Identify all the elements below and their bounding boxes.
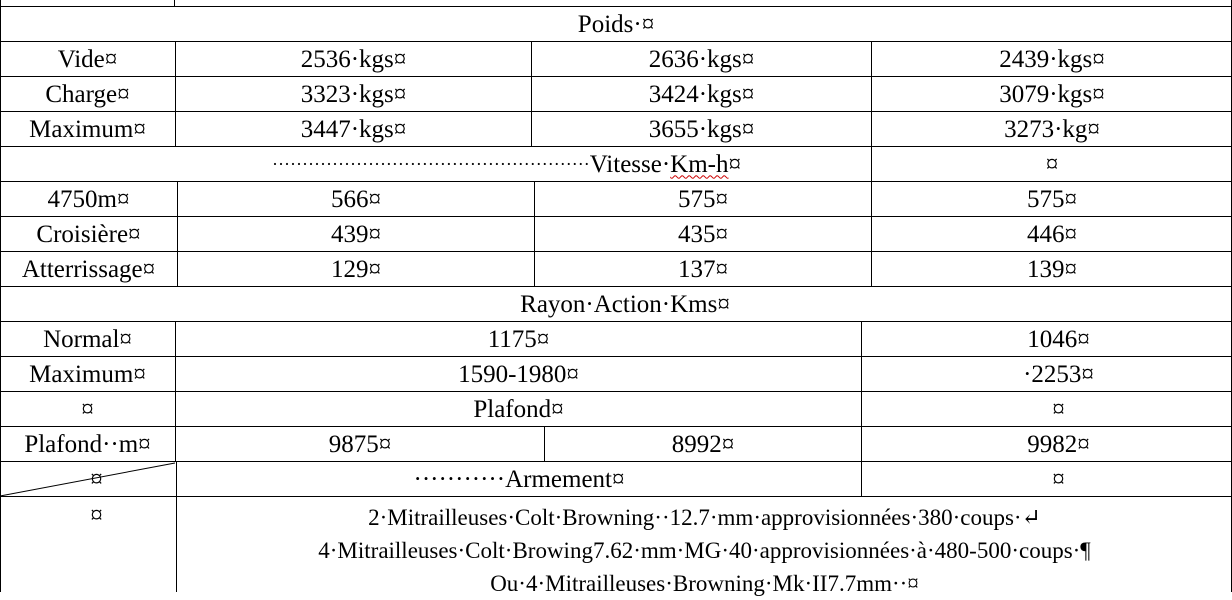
armement-header-text: ···········Armement¤ <box>413 465 625 493</box>
vitesse-header <box>0 147 871 181</box>
cell-value: 575¤ <box>678 185 728 213</box>
table-row-maximum-rayon <box>0 356 1232 391</box>
vitesse-header-right: ¤ <box>1045 150 1059 178</box>
armement-left-mark: ¤ <box>90 502 103 529</box>
cell-value: 3273·kg¤ <box>1004 115 1100 143</box>
poids-header-text: Poids·¤ <box>577 10 655 38</box>
cell-value: 2439·kgs¤ <box>999 45 1105 73</box>
row-label: Maximum¤ <box>29 360 146 388</box>
armement-description <box>177 501 1232 600</box>
section-header-poids <box>0 6 1232 41</box>
armement-line-3: Ou·4·Mitrailleuses·Browning·Mk·II7.7mm··¤ <box>490 571 919 596</box>
armement-header-right: ¤ <box>1052 465 1065 493</box>
cell-value: 129¤ <box>331 255 381 283</box>
cell-value: 3655·kgs¤ <box>648 115 755 143</box>
cell-value: 9875¤ <box>328 430 392 458</box>
section-header-vitesse <box>0 146 1232 181</box>
cell-value: 3447·kgs¤ <box>300 115 407 143</box>
cell-value: 435¤ <box>678 220 728 248</box>
cell-value: 1590-1980¤ <box>458 360 579 388</box>
rayon-header-text: Rayon·Action·Kms¤ <box>520 290 730 318</box>
cell-value: 3079·kgs¤ <box>999 80 1105 108</box>
row-label: Normal¤ <box>43 325 132 353</box>
cell-value: 3424·kgs¤ <box>648 80 755 108</box>
cell-value: 446¤ <box>1027 220 1077 248</box>
cell-value: 439¤ <box>331 220 381 248</box>
cell-value: 139¤ <box>1027 255 1077 283</box>
plafond-header-left: ¤ <box>81 395 94 423</box>
row-label: Croisière¤ <box>36 220 141 248</box>
table-row-croisiere <box>0 216 1232 251</box>
cell-value: ·2253¤ <box>1023 360 1094 388</box>
armement-line-2: 4·Mitrailleuses·Colt·Browing7.62·mm·MG·40·approvisionnées·à·480-500·coups·¶ <box>318 538 1091 563</box>
section-header-armement <box>0 461 1232 496</box>
cell-value: 1046¤ <box>1027 325 1090 353</box>
vitesse-header-dots: ····················································· <box>272 154 590 174</box>
section-header-rayon <box>0 286 1232 321</box>
cell-value: 2636·kgs¤ <box>648 45 755 73</box>
armement-header-left: ¤ <box>90 465 103 493</box>
vitesse-header-unit: Km-h <box>670 150 729 178</box>
row-label: Atterrissage¤ <box>21 255 156 283</box>
vitesse-header-word: Vitesse· <box>589 150 671 178</box>
plafond-header-right: ¤ <box>1052 395 1065 423</box>
row-label: Maximum¤ <box>29 115 146 143</box>
cell-value: 2536·kgs¤ <box>300 45 407 73</box>
table-row-charge <box>0 76 1232 111</box>
table-row-plafond <box>0 426 1232 461</box>
cell-value: 1175¤ <box>487 325 550 353</box>
row-label: Charge¤ <box>45 80 130 108</box>
cell-value: 566¤ <box>331 185 381 213</box>
cell-value: 8992¤ <box>671 430 735 458</box>
cell-value: 3323·kgs¤ <box>300 80 407 108</box>
table-row-4750m <box>0 181 1232 216</box>
table-row-vide <box>0 41 1232 76</box>
cell-value: 137¤ <box>678 255 728 283</box>
row-label: Vide¤ <box>57 45 118 73</box>
cell-value: 575¤ <box>1027 185 1077 213</box>
table-row-atterrissage <box>0 251 1232 286</box>
table-row-normal <box>0 321 1232 356</box>
cell-value: 9982¤ <box>1027 430 1090 458</box>
table-row-armement-details <box>0 496 1232 596</box>
table-row-maximum-poids <box>0 111 1232 146</box>
section-header-plafond <box>0 391 1232 426</box>
armement-line-1: 2·Mitrailleuses·Colt·Browning··12.7·mm·approvisionnées·380·coups·↵ <box>368 505 1041 530</box>
plafond-header-text: Plafond¤ <box>473 395 564 423</box>
row-label: Plafond··m¤ <box>24 430 151 458</box>
vitesse-header-mark: ¤ <box>728 150 741 178</box>
row-label: 4750m¤ <box>47 185 130 213</box>
